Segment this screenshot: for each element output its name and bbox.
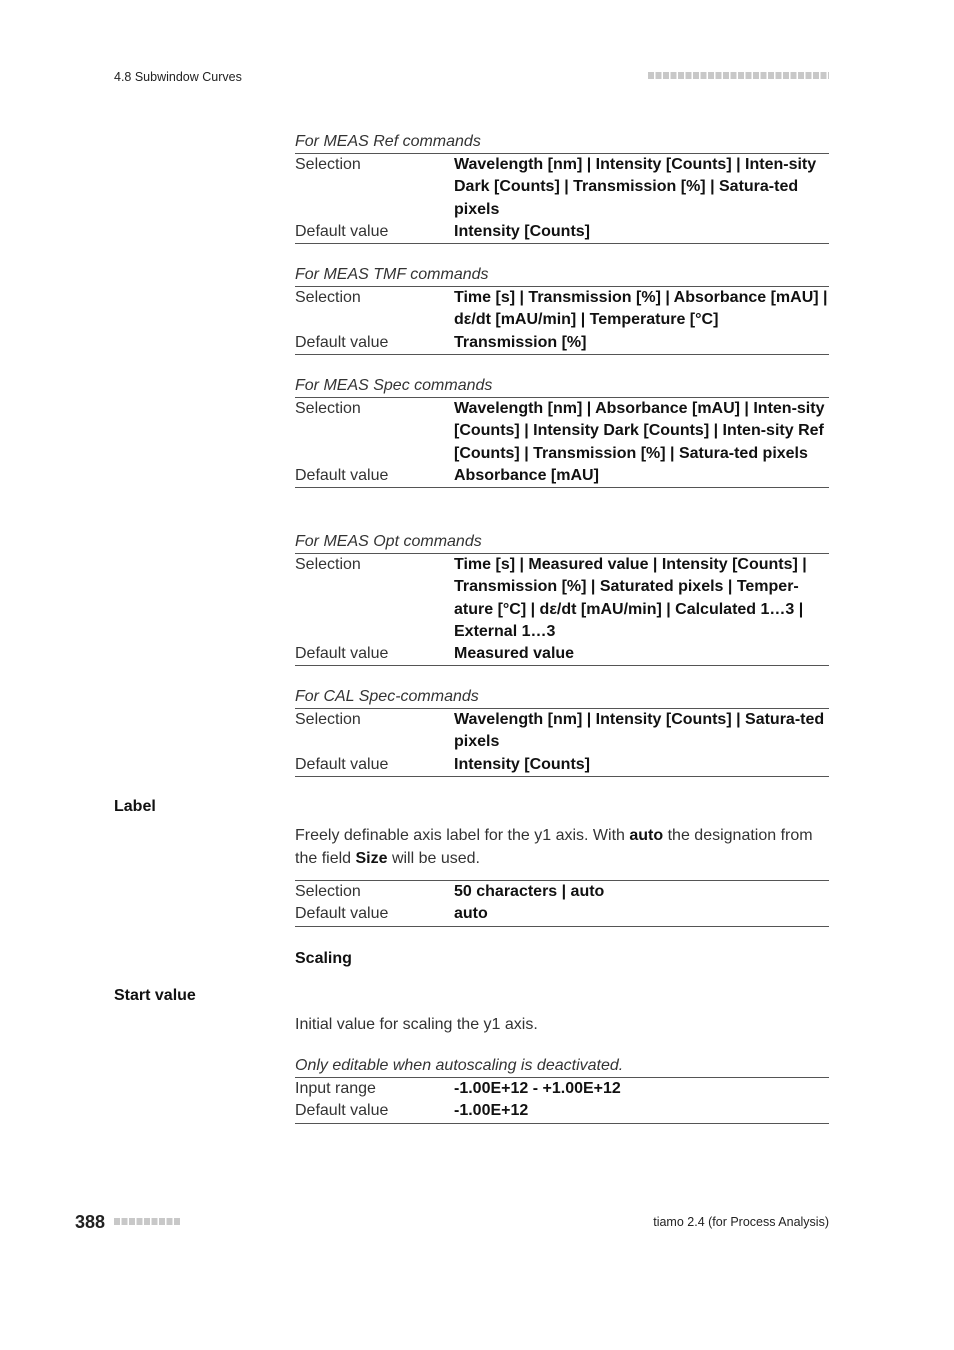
parameter-table [295,708,829,777]
meas-tmf-block [295,264,829,355]
cal-spec-block [295,686,829,777]
parameter-table [295,286,829,355]
table-row [295,1100,829,1123]
parameter-table [295,1077,829,1124]
table-caption: For MEAS Spec commands [295,377,493,394]
param-value: Intensity [Counts] [454,222,590,240]
start-value-description: Initial value for scaling the y1 axis. [295,1016,538,1033]
param-key: Default value [295,1102,389,1120]
table-row [295,221,829,244]
table-row [295,881,829,904]
param-key: Default value [295,905,389,923]
running-header-section: 4.8 Subwindow Curves [114,70,242,84]
param-key: Input range [295,1080,376,1097]
param-key: Selection [295,156,361,173]
param-key: Selection [295,556,361,573]
table-caption: For MEAS TMF commands [295,266,489,283]
start-value-block [295,1055,829,1124]
table-row [295,554,829,644]
param-value: Measured value [454,645,575,663]
start-value-heading: Start value [114,987,196,1004]
table-row [295,903,829,926]
keyword-auto: auto [629,827,664,844]
label-description: Freely definable axis label for the y1 axis. With auto the designation from the field Size will be used. [295,827,813,867]
param-value: Wavelength [nm] | Intensity [Counts] | Satura-ted pixels [454,711,825,751]
meas-ref-block [295,131,829,244]
param-key: Selection [295,289,361,306]
param-value: Intensity [Counts] [454,755,590,773]
param-value: Wavelength [nm] | Intensity [Counts] | Inten-sity Dark [Counts] | Transmission [%] | Satura-ted pixels [454,156,817,218]
table-row [295,287,829,332]
table-row [295,332,829,355]
header-decoration [648,72,829,79]
param-value: Wavelength [nm] | Absorbance [mAU] | Inten-sity [Counts] | Intensity Dark [Counts] | Inten-sity Ref [Counts] | Transmission [%] | Satura-ted pixels [454,400,825,462]
parameter-table [295,397,829,488]
label-block [295,880,829,927]
param-value: Time [s] | Measured value | Intensity [Counts] | Transmission [%] | Saturated pixels | Temper-ature [°C] | dε/dt [mAU/min] | Calculated 1…3 | External 1…3 [454,556,807,640]
table-row [295,643,829,666]
parameter-table [295,553,829,666]
parameter-table [295,153,829,244]
meas-spec-block [295,375,829,488]
table-row [295,154,829,221]
table-row [295,465,829,488]
scaling-heading: Scaling [295,950,352,967]
table-caption: For MEAS Opt commands [295,533,482,550]
table-row [295,709,829,754]
table-row [295,754,829,777]
param-value: Transmission [%] [454,333,587,351]
label-heading: Label [114,798,156,815]
param-value: -1.00E+12 - +1.00E+12 [454,1080,621,1097]
param-key: Default value [295,645,389,663]
param-key: Default value [295,755,389,773]
param-key: Default value [295,466,389,484]
keyword-size: Size [355,850,388,867]
param-key: Default value [295,333,389,351]
param-key: Selection [295,711,361,728]
footer-decoration [114,1218,181,1225]
param-value: 50 characters | auto [454,883,605,900]
table-row [295,398,829,465]
meas-opt-block [295,531,829,666]
footer-product: tiamo 2.4 (for Process Analysis) [653,1215,829,1229]
parameter-table [295,880,829,927]
param-key: Default value [295,222,389,240]
param-key: Selection [295,400,361,417]
table-caption: Only editable when autoscaling is deactivated. [295,1057,624,1074]
table-caption: For MEAS Ref commands [295,133,481,150]
page-number: 388 [75,1212,106,1232]
param-value: auto [454,905,488,923]
param-key: Selection [295,883,361,900]
table-row [295,1078,829,1101]
param-value: Absorbance [mAU] [454,466,599,484]
table-caption: For CAL Spec-commands [295,688,479,705]
param-value: Time [s] | Transmission [%] | Absorbance [mAU] | dε/dt [mAU/min] | Temperature [°C] [454,289,828,329]
param-value: -1.00E+12 [454,1102,529,1120]
